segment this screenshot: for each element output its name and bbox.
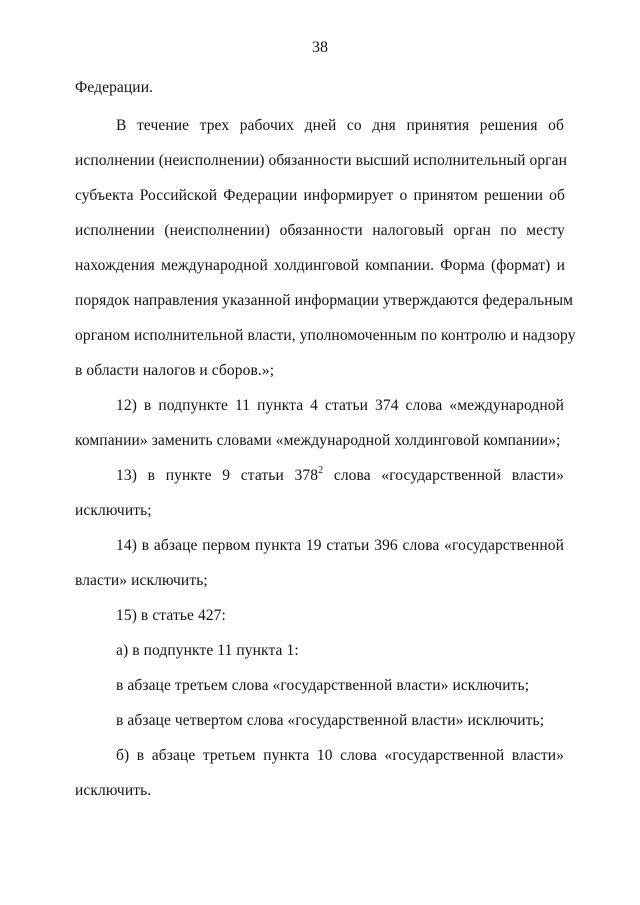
superscript: 2 [318,464,324,476]
text-line: исключить. [75,782,152,799]
paragraph-first-line: 12) в подпункте 11 пункта 4 статьи 374 слова «международной [116,397,564,414]
paragraph-first-line: а) в подпункте 11 пункта 1: [116,642,299,659]
page-number: 38 [312,39,328,56]
text-line: исполнении (неисполнении) обязанности налоговый орган по месту [75,222,565,239]
text-fragment: слова «государственной власти» [323,467,564,484]
text-line: органом исполнительной власти, уполномоченным по контролю и надзору [75,327,576,344]
paragraph-first-line: В течение трех рабочих дней со дня принятия решения об [116,117,564,134]
text-line: Федерации. [75,79,154,96]
paragraph-first-line: в абзаце третьем слова «государственной власти» исключить; [116,677,530,694]
text-line: нахождения международной холдинговой компании. Форма (формат) и [75,257,565,274]
text-line: компании» заменить словами «международной холдинговой компании»; [75,432,561,449]
paragraph-first-line: в абзаце четвертом слова «государственной власти» исключить; [116,712,545,729]
paragraph-first-line: б) в абзаце третьем пункта 10 слова «государственной власти» [116,747,564,764]
paragraph-first-line: 15) в статье 427: [116,607,226,624]
text-fragment: 13) в пункте 9 статьи 378 [116,467,319,484]
paragraph-first-line: 14) в абзаце первом пункта 19 статьи 396 слова «государственной [116,537,564,554]
text-line: субъекта Российской Федерации информирует о принятом решении об [75,187,565,204]
text-line: исполнении (неисполнении) обязанности высший исполнительный орган [75,152,568,169]
text-line: порядок направления указанной информации утверждаются федеральным [75,292,574,309]
text-line: в области налогов и сборов.»; [75,362,275,379]
paragraph-first-line [116,466,564,486]
text-line: исключить; [75,502,152,519]
text-line: власти» исключить; [75,572,208,589]
